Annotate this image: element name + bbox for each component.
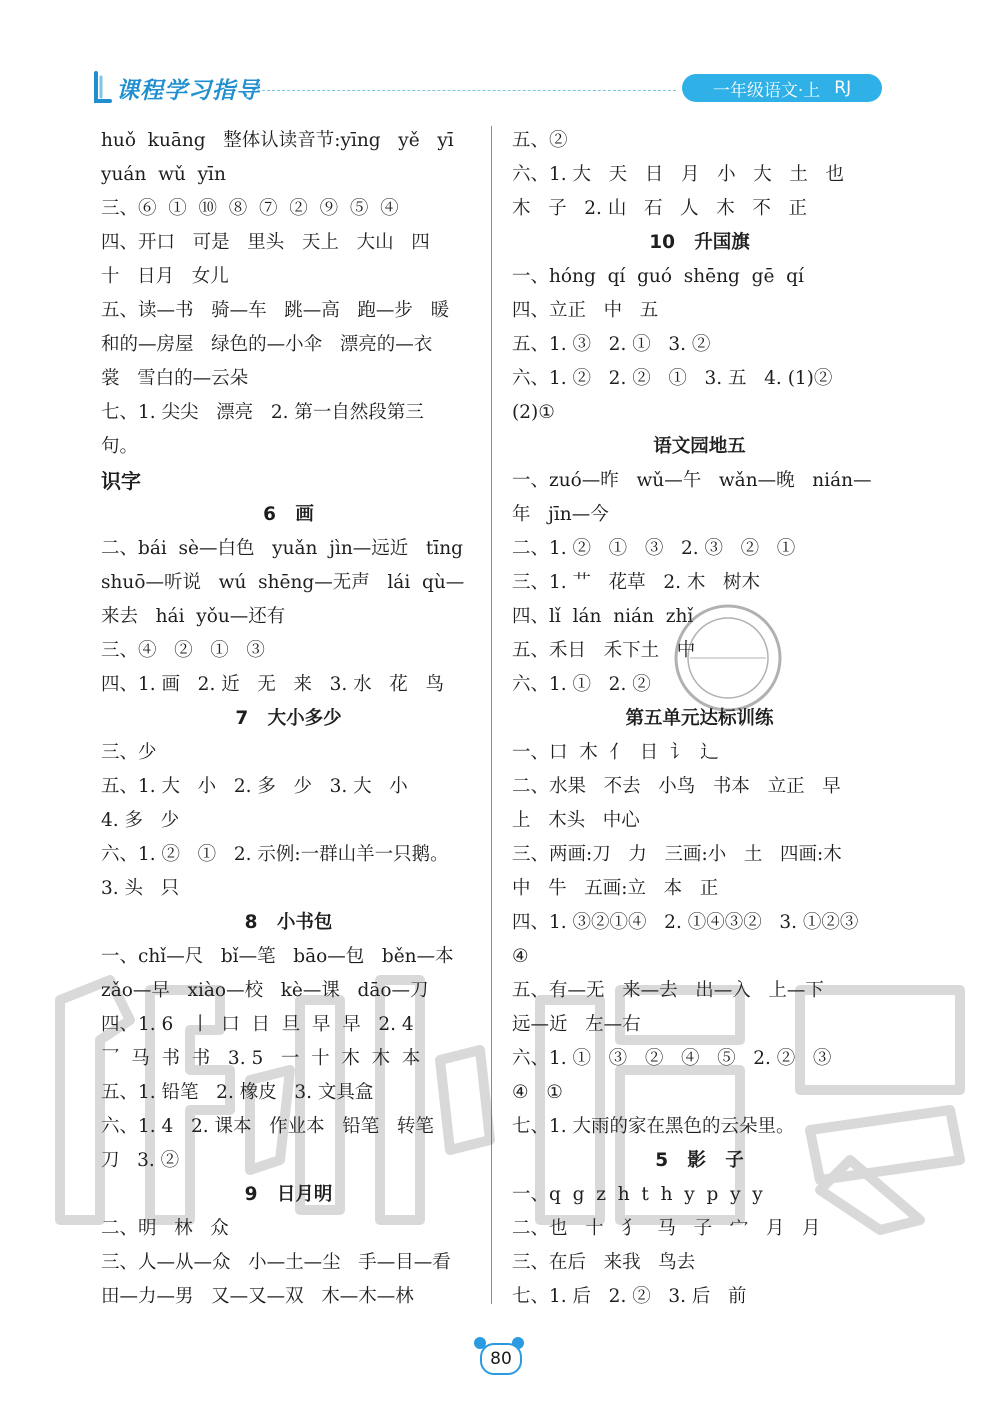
page-number-badge (470, 1337, 528, 1377)
answer-line: 三、1. 艹 花草 2. 木 树木 (512, 572, 760, 593)
answer-line: 一、zuó—昨 wǔ—午 wǎn—晚 nián— (512, 470, 872, 491)
answer-line: 三、⑥ ① ⑩ ⑧ ⑦ ② ⑨ ⑤ ④ (101, 198, 399, 219)
page-number: 80 (480, 1343, 522, 1375)
answer-line: 四、1. 6 丨 口 日 旦 早 早 2. 4 (101, 1014, 414, 1035)
answer-line: 四、1. ③②①④ 2. ①④③② 3. ①②③ (512, 912, 859, 933)
answer-line: 四、1. 画 2. 近 无 来 3. 水 花 鸟 (101, 674, 444, 695)
answer-line: 三、人—从—众 小—土—尘 手—目—看 (101, 1252, 451, 1273)
seal-stamp (668, 598, 788, 718)
answer-line: 刀 3. ② (101, 1150, 180, 1171)
answer-line: 二、1. ② ① ③ 2. ③ ② ① (512, 538, 796, 559)
answer-line: 五、② (512, 130, 568, 151)
lesson-title: 5 影 子 (655, 1150, 744, 1171)
answer-line: ④ ① (512, 1082, 563, 1103)
answer-line: zǎo—早 xiào—校 kè—课 dāo—刀 (101, 980, 429, 1001)
right-answer-column (512, 124, 887, 1314)
answer-line: 五、禾日 禾下土 中 (512, 640, 696, 661)
answer-line: 二、水果 不去 小鸟 书本 立正 早 (512, 776, 841, 797)
answer-line: 句。 (101, 436, 139, 457)
answer-line: 四、立正 中 五 (512, 300, 659, 321)
answer-line: 七、1. 大雨的家在黑色的云朵里。 (512, 1116, 795, 1137)
edition-label: RJ (834, 78, 852, 98)
lesson-title: 语文园地五 (653, 436, 746, 457)
answer-line: 五、1. 铅笔 2. 橡皮 3. 文具盒 (101, 1082, 374, 1103)
answer-line: 六、1. ① ③ ② ④ ⑤ 2. ② ③ (512, 1048, 832, 1069)
answer-line: 三、两画:刀 力 三画:小 土 四画:木 (512, 844, 842, 865)
answer-line: 3. 头 只 (101, 878, 180, 899)
answer-line: shuō—听说 wú shēng—无声 lái qù— (101, 572, 465, 593)
book-logo-icon (92, 71, 114, 105)
answer-line: 中 牛 五画:立 本 正 (512, 878, 719, 899)
answer-line: 十 日月 女儿 (101, 266, 229, 287)
answer-line: 六、1. 4 2. 课本 作业本 铅笔 转笔 (101, 1116, 434, 1137)
answer-line: huǒ kuāng 整体认读音节:yīng yě yī (101, 130, 454, 151)
answer-line: 六、1. 大 天 日 月 小 大 土 也 (512, 164, 845, 185)
answer-line: 一、口 木 亻 日 讠 辶 (512, 742, 719, 763)
answer-line: 乛 马 书 书 3. 5 一 十 木 木 本 (101, 1048, 421, 1069)
answer-line: 一、q g z h t h y p y y (512, 1184, 763, 1205)
answer-line: 五、有—无 来—去 出—入 上—下 (512, 980, 824, 1001)
answer-line: 六、1. ② ① 2. 示例:一群山羊一只鹅。 (101, 844, 449, 865)
answer-line: ④ (512, 946, 529, 967)
lesson-title: 10 升国旗 (649, 232, 750, 253)
column-divider (491, 126, 492, 1304)
answer-line: yuán wǔ yīn (101, 164, 226, 185)
left-answer-column (101, 124, 476, 1314)
page-header (92, 66, 892, 110)
answer-line: 四、lǐ lán nián zhǐ (512, 606, 694, 627)
lesson-title: 第五单元达标训练 (625, 708, 774, 729)
answer-line: 三、在后 来我 鸟去 (512, 1252, 696, 1273)
answer-line: 年 jīn—今 (512, 504, 609, 525)
answer-line: 一、hóng qí guó shēng gē qí (512, 266, 804, 287)
answer-line: 七、1. 后 2. ② 3. 后 前 (512, 1286, 747, 1307)
answer-line: 五、1. 大 小 2. 多 少 3. 大 小 (101, 776, 408, 797)
answer-line: 二、也 十 犭 马 子 宀 月 月 (512, 1218, 821, 1239)
book-series-title: 课程学习指导 (116, 77, 260, 104)
answer-line: 木 子 2. 山 石 人 木 不 正 (512, 198, 808, 219)
answer-line: 三、④ ② ① ③ (101, 640, 265, 661)
answer-line: 六、1. ① 2. ② (512, 674, 651, 695)
answer-line: (2)① (512, 402, 555, 423)
answer-line: 三、少 (101, 742, 157, 763)
answer-line: 4. 多 少 (101, 810, 180, 831)
lesson-title: 6 画 (263, 504, 314, 525)
answer-line: 五、1. ③ 2. ① 3. ② (512, 334, 711, 355)
section-heading: 识字 (101, 469, 141, 493)
answer-line: 上 木头 中心 (512, 810, 640, 831)
lesson-title: 8 小书包 (244, 912, 333, 933)
answer-line: 来去 hái yǒu—还有 (101, 606, 286, 627)
answer-line: 七、1. 尖尖 漂亮 2. 第一自然段第三 (101, 402, 424, 423)
answer-line: 一、chǐ—尺 bǐ—笔 bāo—包 běn—本 (101, 946, 454, 967)
grade-badge (682, 74, 882, 102)
answer-line: 二、bái sè—白色 yuǎn jìn—远近 tīng (101, 538, 464, 559)
lesson-title: 7 大小多少 (235, 708, 342, 729)
answer-line: 六、1. ② 2. ② ① 3. 五 4. (1)② (512, 368, 833, 389)
answer-line: 和的—房屋 绿色的—小伞 漂亮的—衣 (101, 334, 433, 355)
grade-label: 一年级语文·上 (712, 80, 821, 101)
answer-line: 裳 雪白的—云朵 (101, 368, 249, 389)
answer-line: 二、明 林 众 (101, 1218, 229, 1239)
answer-line: 四、开口 可是 里头 天上 大山 四 (101, 232, 430, 253)
answer-line: 五、读—书 骑—车 跳—高 跑—步 暖 (101, 300, 450, 321)
answer-line: 田—力—男 又—又—双 木—木—林 (101, 1286, 414, 1307)
lesson-title: 9 日月明 (244, 1184, 333, 1205)
header-divider (252, 90, 676, 91)
answer-line: 远—近 左—右 (512, 1014, 641, 1035)
book-logo (92, 66, 260, 110)
